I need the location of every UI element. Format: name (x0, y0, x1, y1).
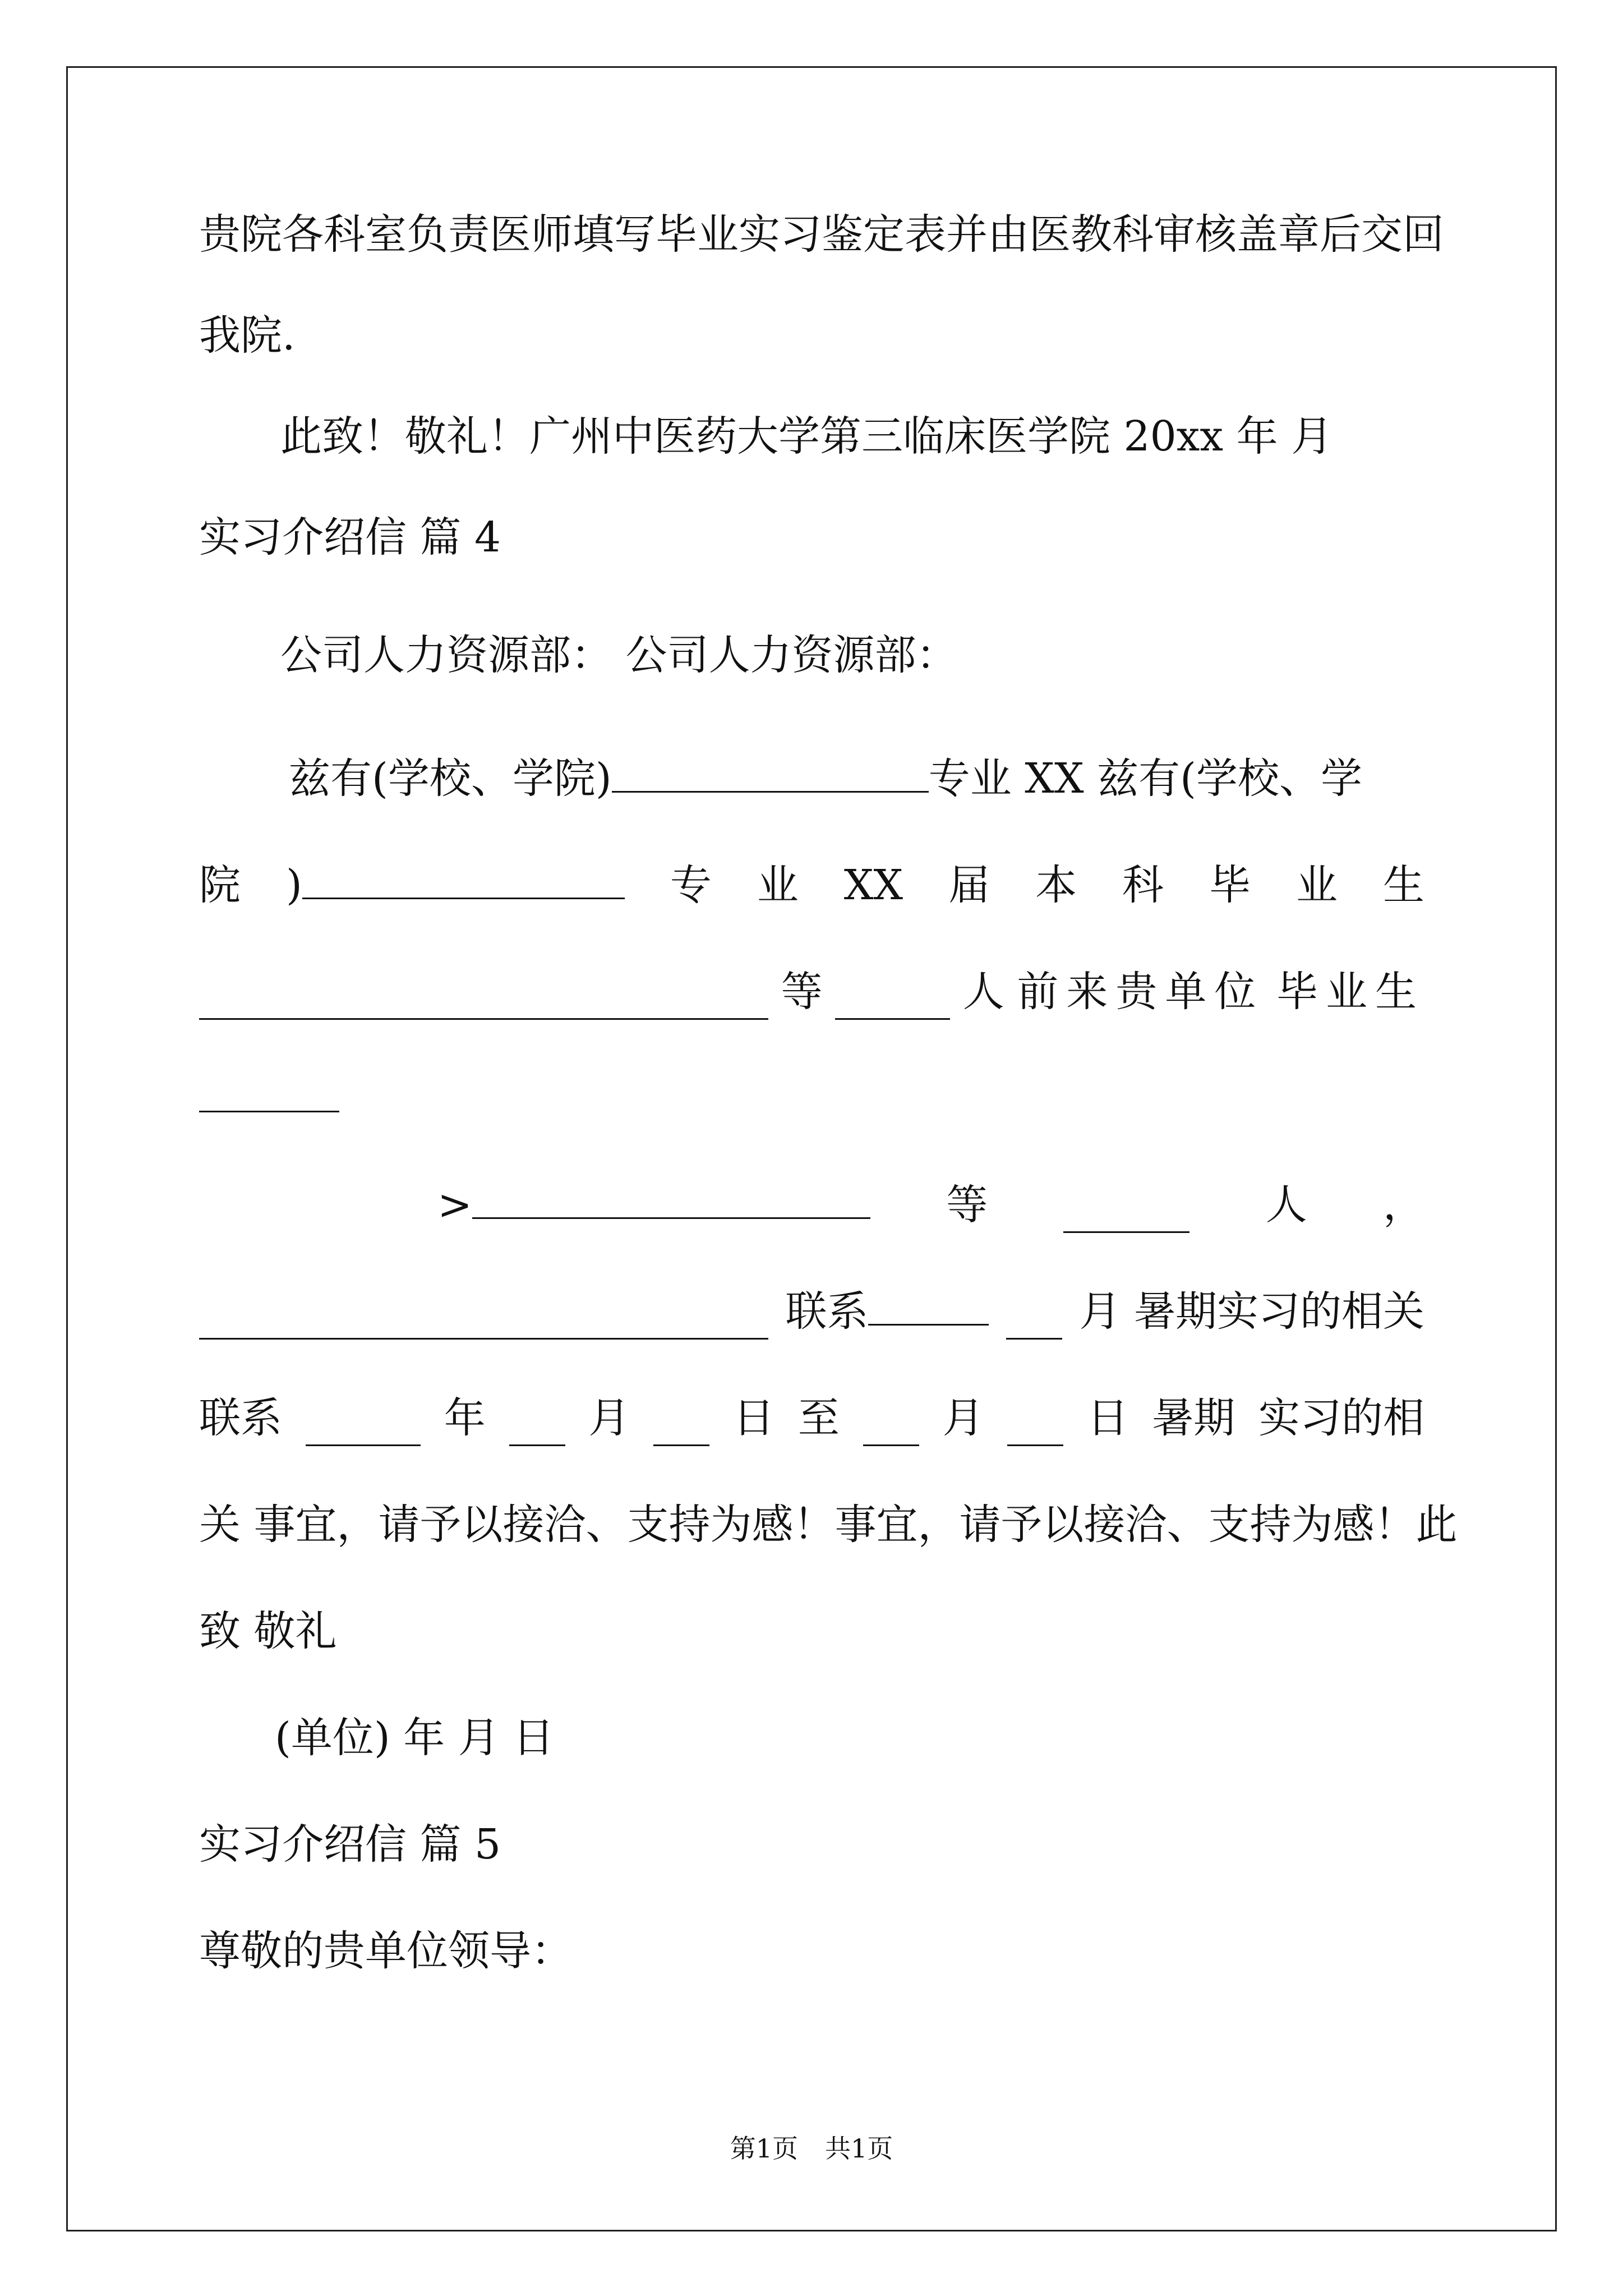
page-footer (0, 2132, 1623, 2165)
greeting-line: 公司人力资源部： 公司人力资源部： (280, 631, 958, 679)
text-segment: 至 (797, 1394, 840, 1442)
paragraph-line (199, 1070, 339, 1126)
text-segment: 业 (757, 861, 799, 909)
text-segment: 毕 (1209, 861, 1251, 909)
fill-blank (509, 1405, 565, 1446)
fill-blank (1006, 1299, 1062, 1340)
text-segment: 日 (1087, 1394, 1129, 1442)
text-segment: 年 (444, 1394, 486, 1442)
text-segment: 本 (1035, 861, 1077, 909)
paragraph-line (199, 964, 1424, 1020)
text-segment: 专业 XX 兹有(学校、学 (928, 754, 1363, 803)
paragraph-line (199, 857, 1424, 913)
text-segment: 人 (962, 968, 1004, 1016)
section-heading: 实习介绍信 篇 5 (199, 1820, 501, 1869)
text-segment: 月 (588, 1394, 630, 1442)
paragraph-line (199, 1283, 1424, 1340)
text-segment: 月 暑期实习的相关 (1079, 1287, 1424, 1336)
text-segment: 院 (199, 861, 241, 909)
text-segment: 月 (942, 1394, 984, 1442)
fill-blank (199, 979, 768, 1020)
text-segment: > (437, 1181, 473, 1229)
text-segment: 等 (946, 1181, 988, 1229)
fill-blank (653, 1405, 709, 1446)
paragraph-line: 致 敬礼 (199, 1607, 337, 1655)
text-segment: 毕业生 (1276, 968, 1424, 1016)
text-segment: 科 (1122, 861, 1164, 909)
text-segment: 联系 (785, 1287, 869, 1336)
paragraph-line (199, 1390, 1424, 1446)
text-segment: 等 (781, 968, 823, 1016)
page-border (66, 66, 1557, 2231)
text-segment: ) (285, 861, 302, 909)
fill-blank (302, 858, 625, 899)
closing-line: 此致！敬礼！广州中医药大学第三临床医学院 20xx 年 月 (280, 412, 1333, 461)
text-segment: 专 (670, 861, 712, 909)
paragraph-line: 关 事宜，请予以接洽、支持为感！事宜，请予以接洽、支持为感！此 (199, 1501, 1458, 1549)
greeting-line: 尊敬的贵单位领导： (199, 1927, 573, 1975)
text-segment: 日 (733, 1394, 775, 1442)
paragraph-line: 贵院各科室负责医师填写毕业实习鉴定表并由医教科审核盖章后交回 (199, 210, 1444, 259)
fill-blank (472, 1178, 870, 1219)
text-segment: 实习的相 (1258, 1394, 1424, 1442)
text-segment: 兹有(学校、学院) (289, 754, 612, 803)
fill-blank (1063, 1192, 1189, 1233)
text-segment: 届 (948, 861, 990, 909)
fill-blank (306, 1405, 421, 1446)
paragraph-line: 我院. (199, 311, 296, 360)
section-heading: 实习介绍信 篇 4 (199, 513, 501, 562)
fill-blank (199, 1071, 339, 1112)
fill-blank (199, 1299, 768, 1340)
text-segment: XX (843, 861, 903, 909)
text-segment: ， (1382, 1181, 1424, 1229)
fill-blank (612, 752, 929, 793)
fill-blank (868, 1285, 989, 1326)
fill-blank (1007, 1405, 1063, 1446)
text-segment: 人 (1265, 1181, 1307, 1229)
page-total: 共1页 (825, 2133, 893, 2164)
text-segment: 暑期 (1152, 1394, 1235, 1442)
text-segment: 前来贵单位 (1017, 968, 1264, 1016)
fill-blank (835, 979, 950, 1020)
text-segment: 生 (1382, 861, 1424, 909)
fill-blank (863, 1405, 919, 1446)
paragraph-line (289, 751, 1424, 807)
signature-line: (单位) 年 月 日 (275, 1714, 555, 1762)
text-segment: 业 (1295, 861, 1338, 909)
page-number: 第1页 (730, 2133, 798, 2164)
text-segment: 联系 (199, 1394, 282, 1442)
paragraph-line (437, 1177, 1424, 1233)
